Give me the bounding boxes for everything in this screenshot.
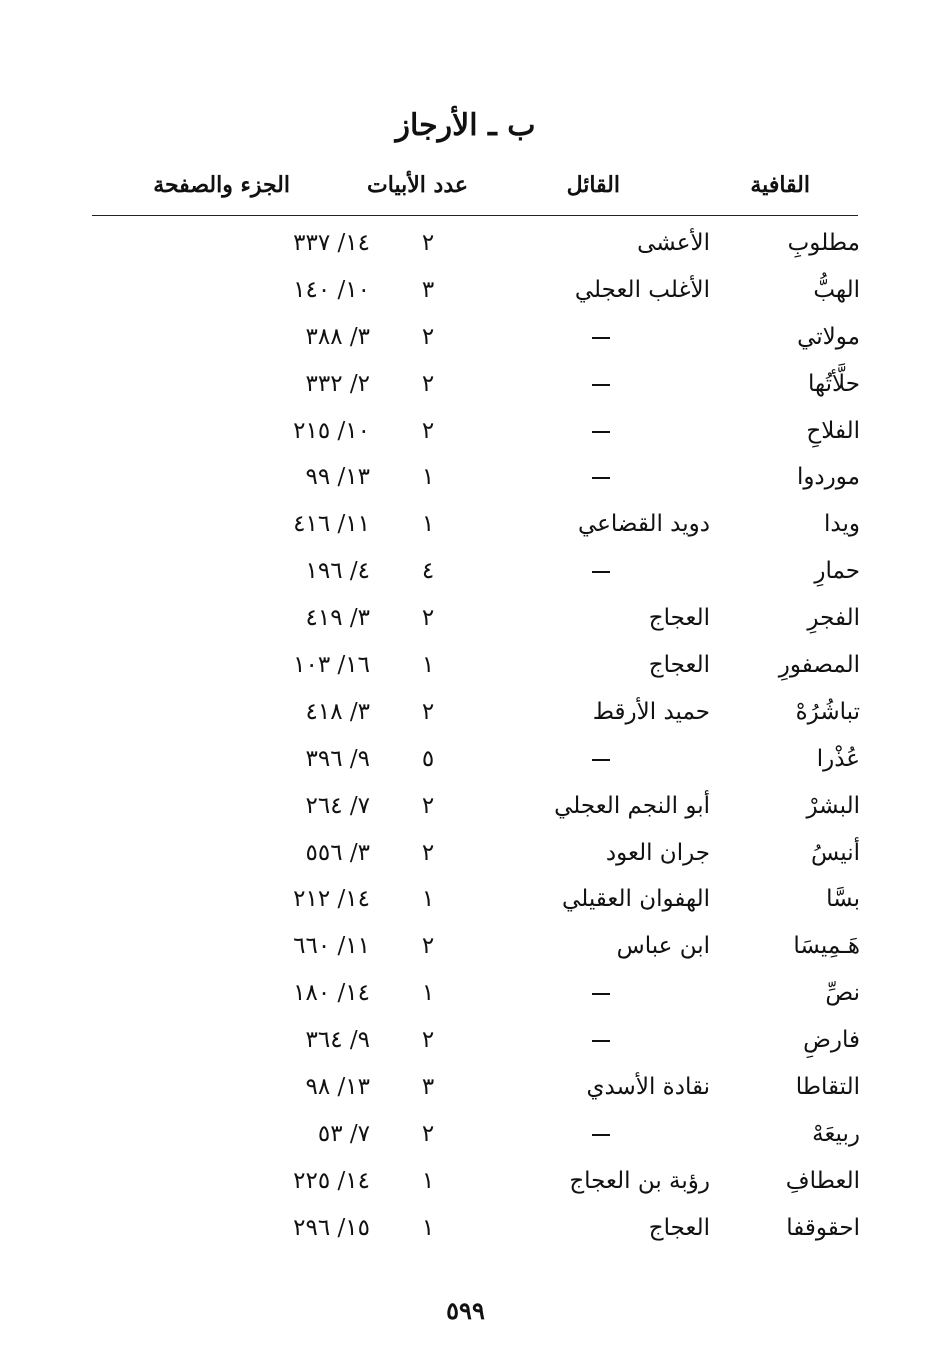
cell-volume-page: ٣/ ٣٨٨ xyxy=(305,323,370,350)
cell-verse-count: ٤ xyxy=(421,558,435,585)
cell-poet: العجاج xyxy=(648,605,710,632)
dash-mark xyxy=(592,384,610,386)
cell-volume-page: ١٤/ ١٨٠ xyxy=(293,980,370,1007)
cell-volume-page: ١٠/ ١٤٠ xyxy=(293,276,370,303)
cell-verse-count: ٢ xyxy=(421,698,435,725)
table-row xyxy=(90,458,860,505)
table-row xyxy=(90,693,860,740)
table-row xyxy=(90,1068,860,1115)
cell-verse-count: ١ xyxy=(421,464,435,491)
dash-mark xyxy=(592,337,610,339)
cell-rhyme: موردوا xyxy=(796,464,860,491)
cell-verse-count: ٢ xyxy=(421,370,435,397)
header-rule xyxy=(92,215,858,216)
cell-volume-page: ١٤/ ٢٢٥ xyxy=(293,1167,370,1194)
table-row xyxy=(90,880,860,927)
cell-volume-page: ٣/ ٤١٩ xyxy=(305,605,370,632)
cell-poet: ابن عباس xyxy=(616,933,710,960)
cell-verse-count: ٢ xyxy=(421,933,435,960)
cell-poet-unknown xyxy=(480,558,710,584)
cell-rhyme: بسَّا xyxy=(826,886,860,913)
cell-volume-page: ٢/ ٣٣٢ xyxy=(305,370,370,397)
cell-verse-count: ٢ xyxy=(421,417,435,444)
table-row xyxy=(90,412,860,459)
cell-rhyme: ربيعَهْ xyxy=(812,1120,860,1147)
cell-verse-count: ٣ xyxy=(421,1074,435,1101)
cell-verse-count: ٢ xyxy=(421,1120,435,1147)
table-row xyxy=(90,974,860,1021)
cell-verse-count: ١ xyxy=(421,652,435,679)
cell-verse-count: ٢ xyxy=(421,605,435,632)
cell-poet-unknown xyxy=(480,418,710,444)
table-row xyxy=(90,318,860,365)
dash-mark xyxy=(592,1040,610,1042)
dash-mark xyxy=(592,431,610,433)
page-number: ٥٩٩ xyxy=(446,1296,485,1325)
header-verse-count: عدد الأبيات xyxy=(367,172,468,198)
dash-mark xyxy=(592,993,610,995)
table-row xyxy=(90,834,860,881)
cell-rhyme: عُذْرا xyxy=(816,745,860,772)
cell-volume-page: ١٣/ ٩٩ xyxy=(305,464,370,491)
cell-rhyme: أنيسُ xyxy=(810,839,860,866)
cell-volume-page: ٧/ ٢٦٤ xyxy=(305,792,370,819)
table-row xyxy=(90,505,860,552)
cell-poet-unknown xyxy=(480,1121,710,1147)
cell-poet: العجاج xyxy=(648,652,710,679)
table-row xyxy=(90,927,860,974)
table-row xyxy=(90,646,860,693)
cell-rhyme: الفجرِ xyxy=(807,605,860,632)
table-row xyxy=(90,1115,860,1162)
cell-rhyme: العطافِ xyxy=(785,1167,860,1194)
cell-poet-unknown xyxy=(480,1027,710,1053)
cell-verse-count: ٢ xyxy=(421,1027,435,1054)
cell-rhyme: حلَّأتُها xyxy=(808,370,860,397)
dash-mark xyxy=(592,759,610,761)
cell-volume-page: ١٥/ ٢٩٦ xyxy=(293,1214,370,1241)
cell-rhyme: فارضِ xyxy=(803,1027,860,1054)
table-row xyxy=(90,1209,860,1256)
cell-poet: نقادة الأسدي xyxy=(586,1074,710,1101)
cell-rhyme: تباشُرُهْ xyxy=(795,698,860,725)
cell-poet: الأغلب العجلي xyxy=(574,276,710,303)
cell-rhyme: الهبُّ xyxy=(813,276,860,303)
cell-rhyme: المصفورِ xyxy=(778,652,860,679)
cell-volume-page: ١٣/ ٩٨ xyxy=(305,1074,370,1101)
cell-verse-count: ١ xyxy=(421,511,435,538)
table-row xyxy=(90,1162,860,1209)
cell-verse-count: ١ xyxy=(421,980,435,1007)
cell-poet: العجاج xyxy=(648,1214,710,1241)
cell-poet: أبو النجم العجلي xyxy=(554,792,710,819)
cell-volume-page: ٣/ ٥٥٦ xyxy=(305,839,370,866)
cell-volume-page: ١٠/ ٢١٥ xyxy=(293,417,370,444)
section-title: ب ـ الأرجاز xyxy=(395,108,536,143)
rajaz-table xyxy=(90,224,860,1256)
dash-mark xyxy=(592,571,610,573)
cell-verse-count: ٣ xyxy=(421,276,435,303)
cell-verse-count: ١ xyxy=(421,1214,435,1241)
dash-mark xyxy=(592,477,610,479)
cell-rhyme: ويدا xyxy=(824,511,860,538)
table-row xyxy=(90,224,860,271)
cell-volume-page: ١١/ ٤١٦ xyxy=(293,511,370,538)
cell-volume-page: ٣/ ٤١٨ xyxy=(305,698,370,725)
cell-verse-count: ٢ xyxy=(421,839,435,866)
table-row xyxy=(90,599,860,646)
cell-rhyme: حمارِ xyxy=(814,558,860,585)
cell-poet: حميد الأرقط xyxy=(592,698,710,725)
dash-mark xyxy=(592,1134,610,1136)
table-row xyxy=(90,552,860,599)
cell-poet: جران العود xyxy=(605,839,710,866)
cell-rhyme: مطلوبِ xyxy=(787,230,860,256)
cell-volume-page: ١١/ ٦٦٠ xyxy=(293,933,370,960)
cell-volume-page: ٧/ ٥٣ xyxy=(317,1120,370,1147)
cell-rhyme: الفلاحِ xyxy=(806,417,860,444)
cell-volume-page: ١٤/ ٣٣٧ xyxy=(293,230,370,256)
cell-verse-count: ١ xyxy=(421,886,435,913)
header-rhyme: القافية xyxy=(750,172,810,198)
table-row xyxy=(90,740,860,787)
header-volume-page: الجزء والصفحة xyxy=(153,172,290,198)
cell-rhyme: نصِّ xyxy=(825,980,860,1007)
cell-rhyme: هَـمِيسَا xyxy=(793,933,860,960)
cell-poet: رؤبة بن العجاج xyxy=(569,1167,710,1194)
cell-verse-count: ٢ xyxy=(421,230,435,256)
cell-volume-page: ١٤/ ٢١٢ xyxy=(293,886,370,913)
cell-verse-count: ٢ xyxy=(421,792,435,819)
cell-poet-unknown xyxy=(480,464,710,490)
table-row xyxy=(90,365,860,412)
cell-poet-unknown xyxy=(480,324,710,350)
cell-poet-unknown xyxy=(480,746,710,772)
header-poet: القائل xyxy=(566,172,620,198)
cell-rhyme: مولاتي xyxy=(797,323,860,350)
cell-poet-unknown xyxy=(480,980,710,1006)
cell-volume-page: ٩/ ٣٦٤ xyxy=(305,1027,370,1054)
cell-volume-page: ٤/ ١٩٦ xyxy=(305,558,370,585)
cell-verse-count: ١ xyxy=(421,1167,435,1194)
cell-rhyme: البشرْ xyxy=(806,792,860,819)
table-header xyxy=(90,172,860,212)
cell-volume-page: ٩/ ٣٩٦ xyxy=(305,745,370,772)
cell-poet: الأعشى xyxy=(637,230,710,256)
cell-verse-count: ٥ xyxy=(421,745,435,772)
cell-verse-count: ٢ xyxy=(421,323,435,350)
cell-poet-unknown xyxy=(480,371,710,397)
table-row xyxy=(90,271,860,318)
cell-poet: الهفوان العقيلي xyxy=(562,886,710,913)
table-row xyxy=(90,787,860,834)
cell-rhyme: التقاطا xyxy=(795,1074,860,1101)
cell-rhyme: احقوقفا xyxy=(786,1214,860,1241)
cell-volume-page: ١٦/ ١٠٣ xyxy=(293,652,370,679)
cell-poet: دويد القضاعي xyxy=(577,511,710,538)
table-row xyxy=(90,1021,860,1068)
